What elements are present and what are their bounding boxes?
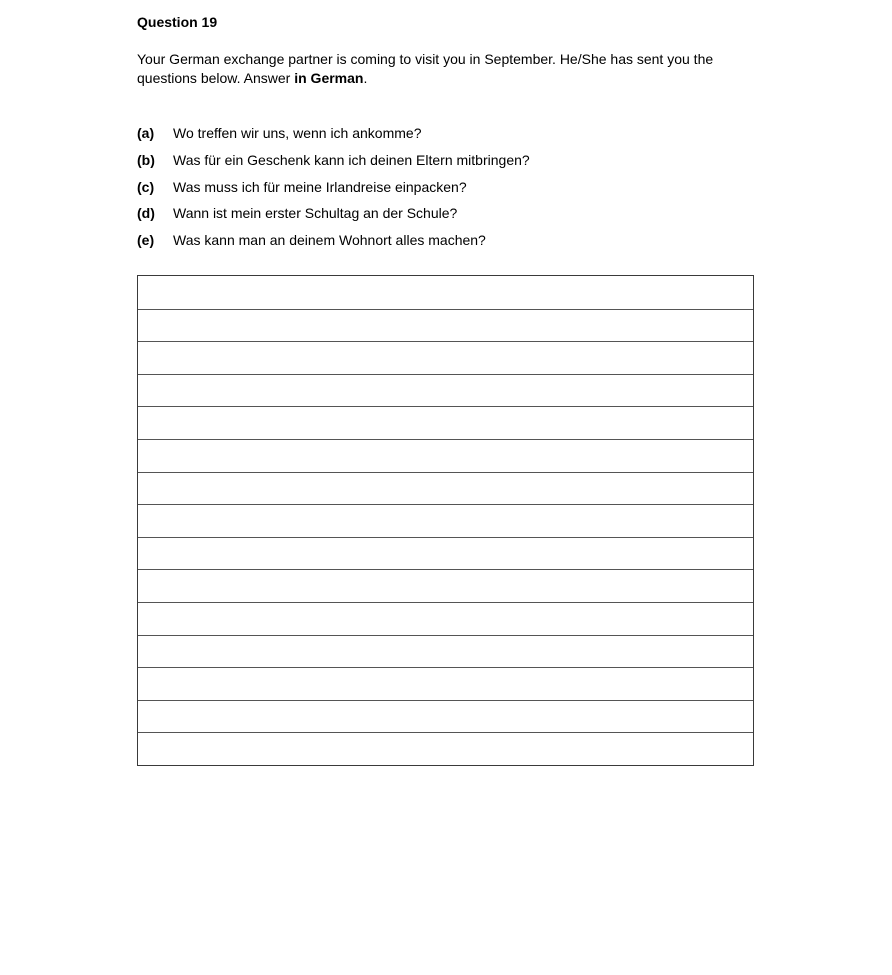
answer-line xyxy=(138,537,753,538)
question-text: Was kann man an deinem Wohnort alles machen? xyxy=(173,232,486,248)
answer-line xyxy=(138,732,753,733)
question-title: Question 19 xyxy=(137,14,218,30)
question-text: Was für ein Geschenk kann ich deinen Eltern mitbringen? xyxy=(173,151,530,168)
question-text: Wann ist mein erster Schultag an der Schule? xyxy=(173,205,458,222)
answer-line xyxy=(138,700,753,701)
answer-line xyxy=(138,309,753,310)
question-label: (b) xyxy=(137,151,155,168)
instructions-text: Your German exchange partner is coming to visit you in September. He/She has sent you the questions below. Answer xyxy=(137,51,714,86)
answer-line xyxy=(138,341,753,342)
question-item-c xyxy=(137,179,757,206)
question-item-b xyxy=(137,152,757,179)
question-text: Wo treffen wir uns, wenn ich ankomme? xyxy=(173,125,422,141)
answer-line xyxy=(138,406,753,407)
answer-line xyxy=(138,635,753,636)
question-item-d xyxy=(137,205,757,232)
answer-line xyxy=(138,569,753,570)
answer-line xyxy=(138,374,753,375)
answer-line xyxy=(138,504,753,505)
instructions-emphasis: in German xyxy=(294,70,364,86)
question-label: (e) xyxy=(137,232,155,248)
answer-line xyxy=(138,439,753,440)
question-item-e xyxy=(137,232,757,259)
question-text: Was muss ich für meine Irlandreise einpacken? xyxy=(173,178,467,195)
question-label: (a) xyxy=(137,125,155,141)
question-instructions xyxy=(137,50,747,88)
answer-line xyxy=(138,602,753,603)
question-label: (c) xyxy=(137,178,155,195)
answer-writing-area[interactable] xyxy=(137,275,754,766)
question-item-a xyxy=(137,125,757,152)
question-list xyxy=(137,125,757,259)
answer-line xyxy=(138,472,753,473)
instructions-end: . xyxy=(363,70,368,86)
answer-line xyxy=(138,667,753,668)
question-label: (d) xyxy=(137,205,155,222)
